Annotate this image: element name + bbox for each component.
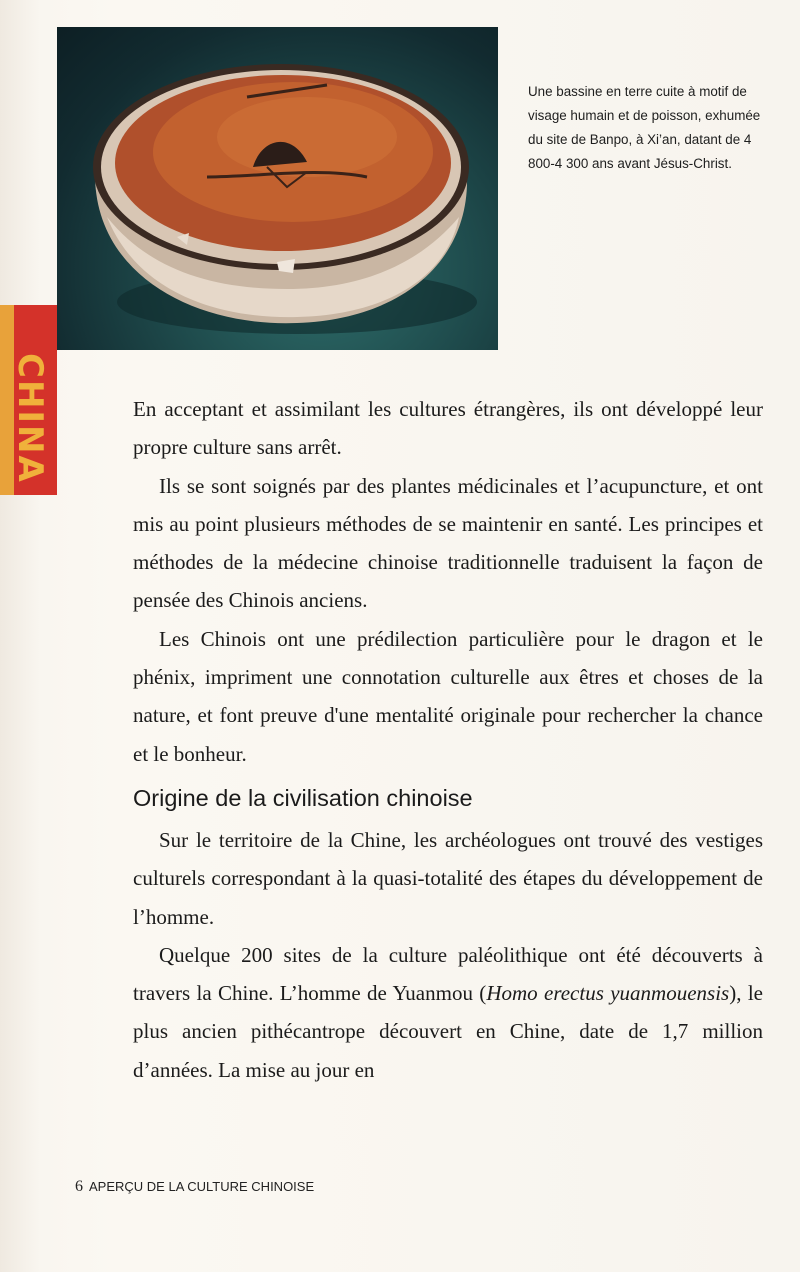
section-heading: Origine de la civilisation chinoise (133, 784, 473, 811)
photo-caption: Une bassine en terre cuite à motif de visage humain et de poisson, exhumée du site de Banpo, à Xi’an, datant de 4 800-4 300 ans avant Jésus-Christ. (528, 84, 761, 171)
page-number: 6 (75, 1178, 83, 1195)
side-tab-label: CHINA (10, 353, 50, 484)
paragraph-5 (133, 936, 763, 1089)
pottery-basin-illustration (57, 27, 498, 350)
paragraph-5-start: Quelque 200 sites de la culture paléolithique ont été découverts à travers la Chine. L’homme de Yuanmou ( (133, 942, 763, 1006)
side-tab-china (0, 305, 57, 495)
species-name: Homo erectus yuanmouensis (486, 981, 730, 1006)
article-body (133, 390, 763, 1089)
paragraph-1: En acceptant et assimilant les cultures étrangères, ils ont développé leur propre culture sans arrêt. (133, 397, 763, 460)
book-title: APERÇU DE LA CULTURE CHINOISE (89, 1179, 315, 1194)
paragraph-2: Ils se sont soignés par des plantes médicinales et l’acupuncture, et ont mis au point plusieurs méthodes de se maintenir en santé. Les principes et méthodes de la médecine chinoise traditionnelle traduisent la façon de pensée des Chinois anciens. (133, 473, 763, 613)
page-footer (75, 1178, 314, 1196)
pottery-photo (57, 27, 498, 350)
paragraph-4: Sur le territoire de la Chine, les archéologues ont trouvé des vestiges culturels correspondant à la quasi-totalité des étapes du développement de l’homme. (133, 827, 763, 929)
paragraph-5-end: ), le plus ancien pithécantrope découvert en Chine, date de 1,7 million d’années. La mise au jour en (133, 981, 763, 1082)
paragraph-3: Les Chinois ont une prédilection particulière pour le dragon et le phénix, impriment une connotation culturelle aux êtres et choses de la nature, et font preuve d'une mentalité originale pour rechercher la chance et le bonheur. (133, 626, 763, 766)
